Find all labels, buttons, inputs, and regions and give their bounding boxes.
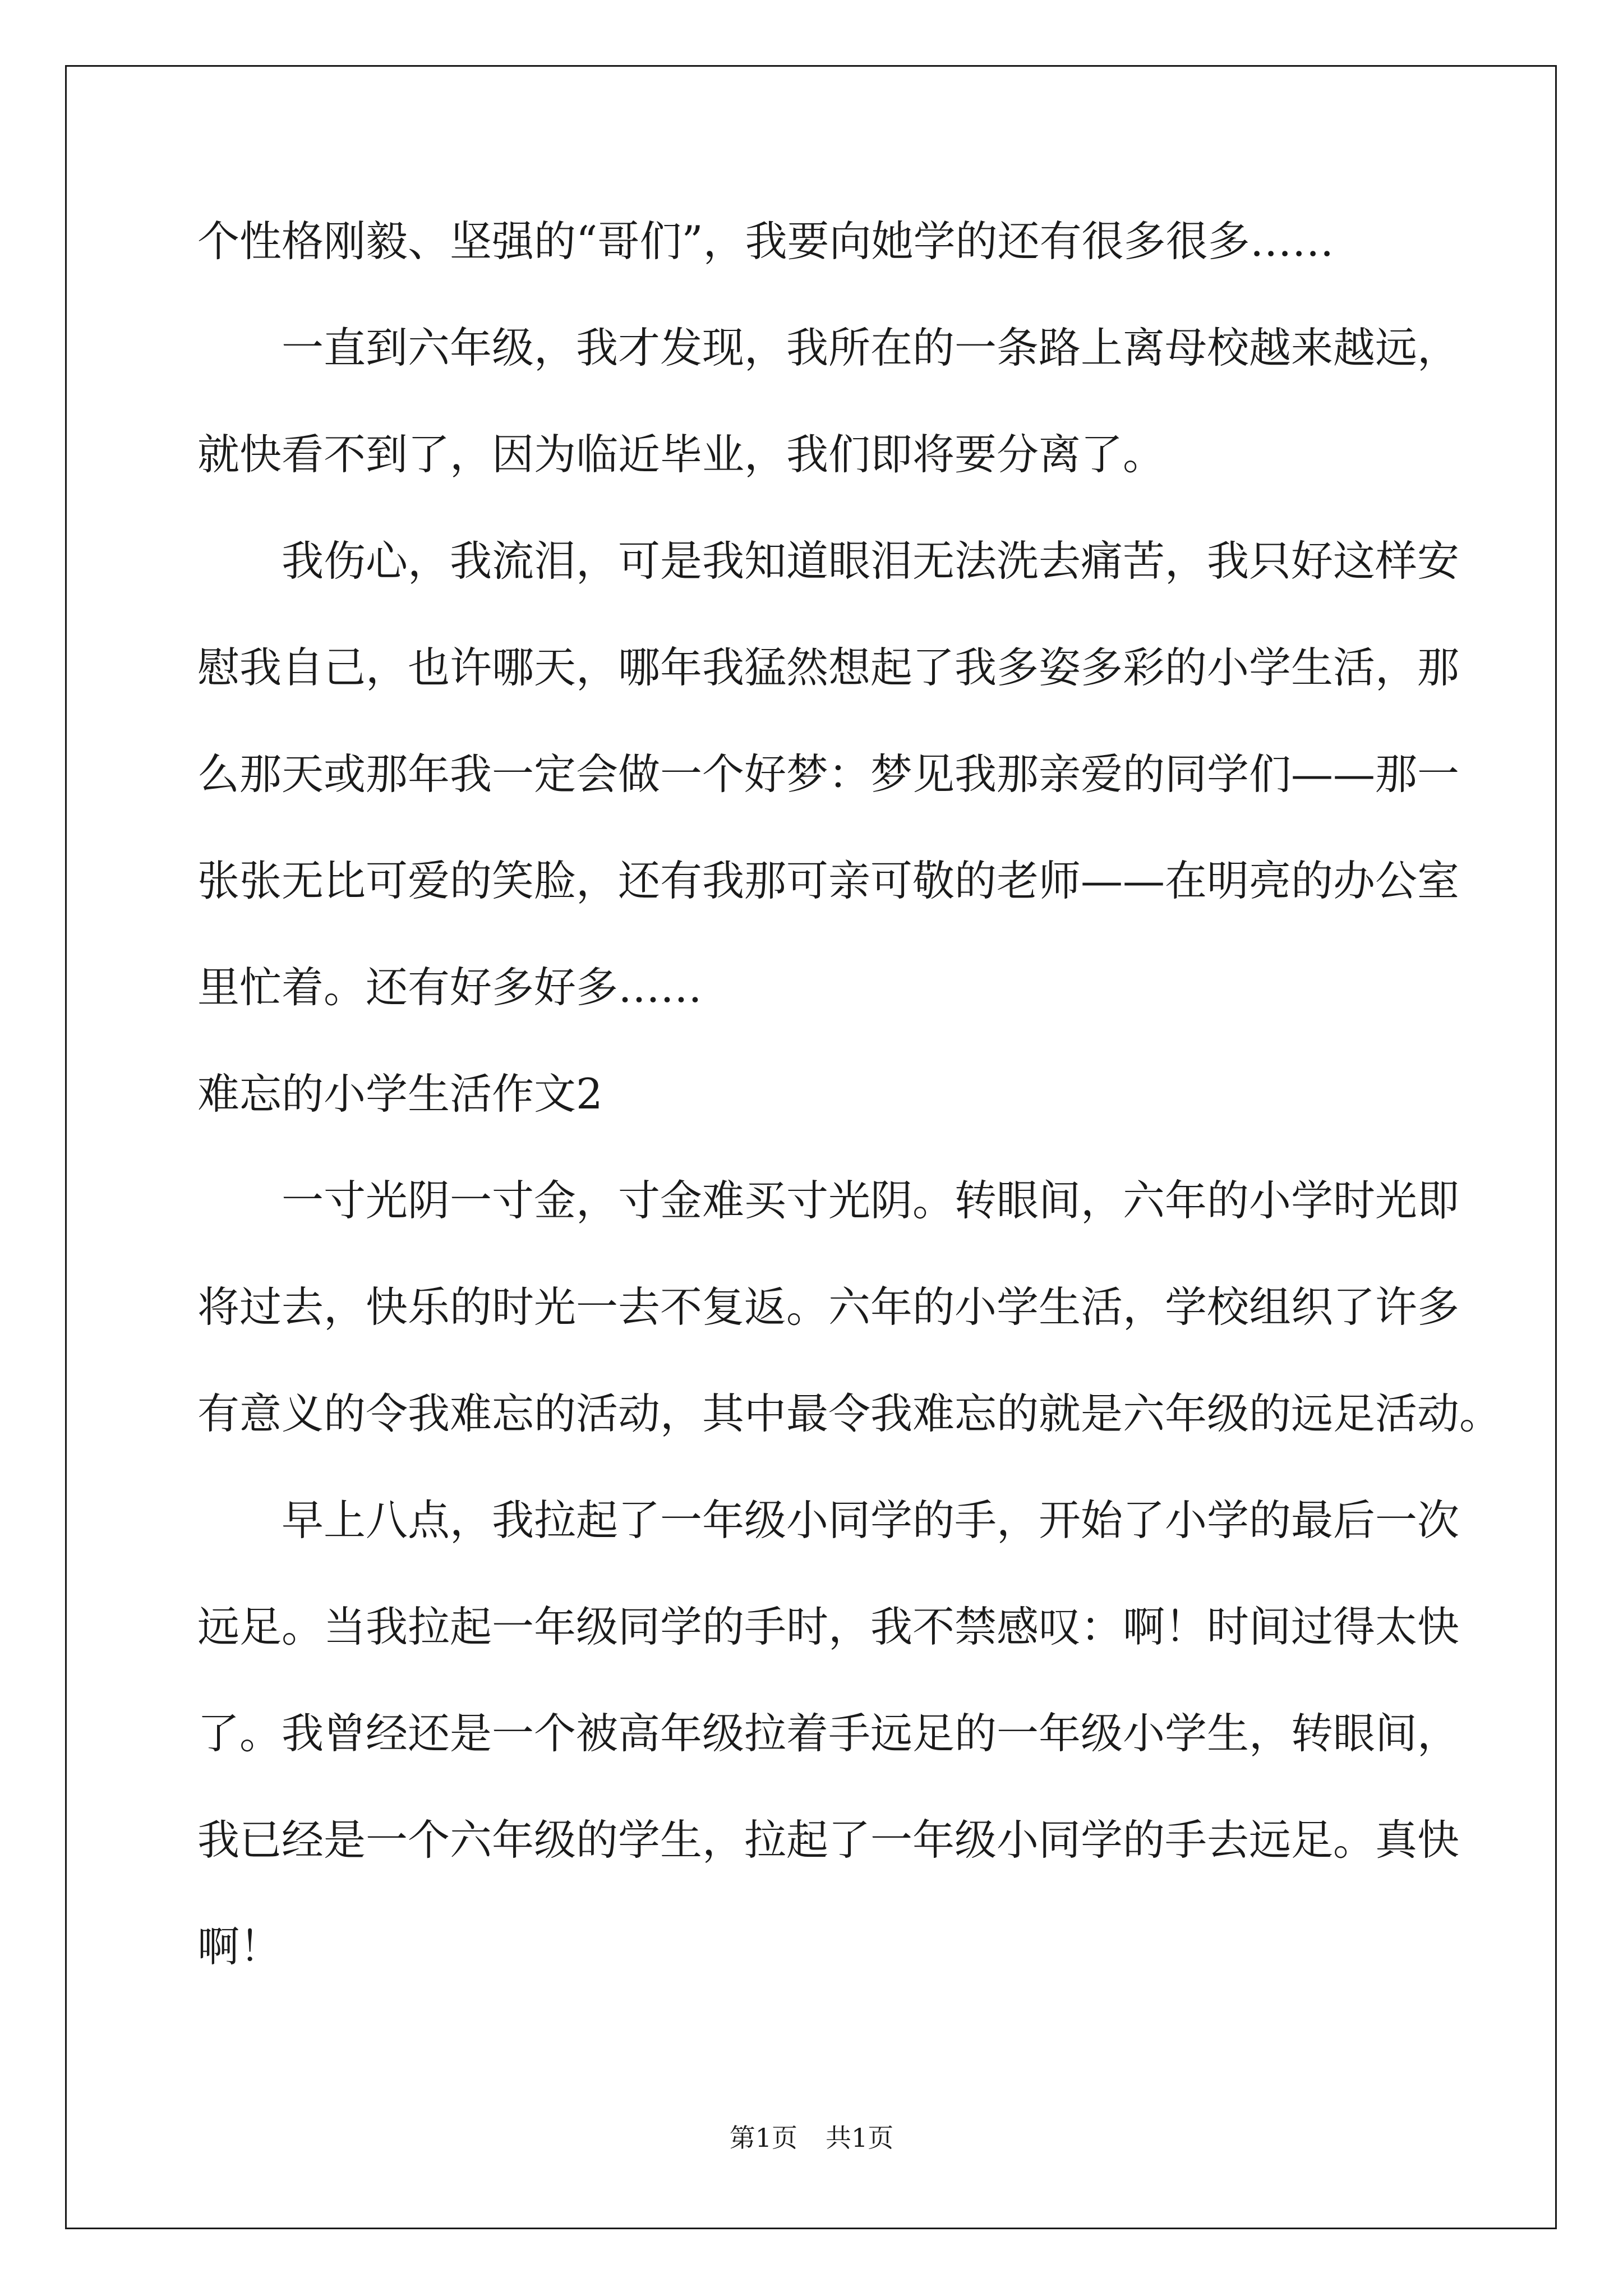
text-line-17: 啊！ bbox=[197, 1922, 282, 1971]
page-number: 第1页 bbox=[729, 2123, 797, 2153]
text-line-8: 里忙着。还有好多好多…… bbox=[197, 963, 703, 1012]
text-line-5: 慰我自己，也许哪天，哪年我猛然想起了我多姿多彩的小学生活，那 bbox=[197, 643, 1460, 692]
text-line-4: 我伤心，我流泪，可是我知道眼泪无法洗去痛苦，我只好这样安 bbox=[282, 536, 1460, 586]
text-line-13: 早上八点，我拉起了一年级小同学的手，开始了小学的最后一次 bbox=[282, 1496, 1460, 1545]
text-line-6: 么那天或那年我一定会做一个好梦：梦见我那亲爱的同学们——那一 bbox=[197, 749, 1460, 799]
text-line-12: 有意义的令我难忘的活动，其中最令我难忘的就是六年级的远足活动。 bbox=[197, 1389, 1502, 1438]
text-line-2: 一直到六年级，我才发现，我所在的一条路上离母校越来越远， bbox=[282, 323, 1460, 372]
text-line-14: 远足。当我拉起一年级同学的手时，我不禁感叹：啊！时间过得太快 bbox=[197, 1602, 1460, 1651]
text-line-11: 将过去，快乐的时光一去不复返。六年的小学生活，学校组织了许多 bbox=[197, 1282, 1460, 1332]
page-footer bbox=[0, 2118, 1623, 2155]
text-line-15: 了。我曾经还是一个被高年级拉着手远足的一年级小学生，转眼间， bbox=[197, 1709, 1460, 1758]
page-total: 共1页 bbox=[826, 2123, 894, 2153]
section-heading: 难忘的小学生活作文2 bbox=[197, 1069, 603, 1119]
text-line-3: 就快看不到了，因为临近毕业，我们即将要分离了。 bbox=[197, 430, 1165, 479]
text-line-1: 个性格刚毅、坚强的“哥们”，我要向她学的还有很多很多…… bbox=[197, 217, 1334, 266]
text-line-7: 张张无比可爱的笑脸，还有我那可亲可敬的老师——在明亮的办公室 bbox=[197, 856, 1460, 905]
text-line-10: 一寸光阴一寸金，寸金难买寸光阴。转眼间，六年的小学时光即 bbox=[282, 1176, 1460, 1225]
text-line-16: 我已经是一个六年级的学生，拉起了一年级小同学的手去远足。真快 bbox=[197, 1815, 1460, 1865]
page-border bbox=[65, 65, 1557, 2229]
